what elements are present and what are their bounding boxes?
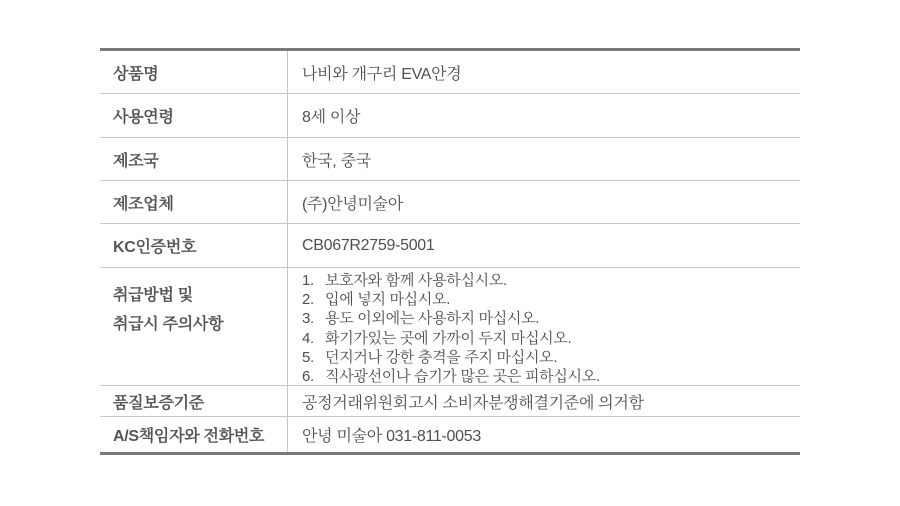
row-label-line-2: 취급시 주의사항 <box>113 316 224 333</box>
row-value: 8세 이상 <box>302 109 361 126</box>
row-label: KC인증번호 <box>100 224 288 267</box>
row-label: 제조국 <box>100 138 288 180</box>
row-value: (주)안녕미술아 <box>302 195 403 213</box>
row-label <box>100 268 288 385</box>
row-label: A/S책임자와 전화번호 <box>100 417 288 452</box>
list-item-number: 6. <box>302 368 314 386</box>
list-item-text: 던지거나 강한 충격을 주지 마십시오. <box>325 348 558 366</box>
list-item <box>302 290 450 309</box>
list-item-number: 5. <box>302 348 314 366</box>
row-value: 공정거래위원회고시 소비자분쟁해결기준에 의거함 <box>302 394 644 412</box>
table-row-country-of-origin <box>100 138 800 181</box>
table-row-warranty-standard <box>100 386 800 417</box>
list-item-text: 직사광선이나 습기가 많은 곳은 피하십시오. <box>325 368 600 386</box>
row-label: 상품명 <box>100 51 288 93</box>
list-item-text: 용도 이외에는 사용하지 마십시오. <box>325 310 540 328</box>
table-row-usage-age <box>100 94 800 138</box>
row-value: CB067R2759-5001 <box>302 236 435 254</box>
list-item <box>302 348 557 367</box>
list-item-text: 입에 넣지 마십시오. <box>325 291 451 309</box>
table-row-kc-certification <box>100 224 800 268</box>
table-row-as-contact <box>100 417 800 452</box>
list-item <box>302 309 539 328</box>
row-label: 제조업체 <box>100 181 288 223</box>
list-item-text: 보호자와 함께 사용하십시오. <box>325 272 507 289</box>
list-item-text: 화기가있는 곳에 가까이 두지 마십시오. <box>325 329 572 347</box>
row-label: 품질보증기준 <box>100 386 288 416</box>
table-row-handling-instructions <box>100 268 800 386</box>
table-row-product-name <box>100 51 800 94</box>
product-info-table <box>100 48 800 455</box>
row-value: 한국, 중국 <box>302 152 371 170</box>
list-item-number: 4. <box>302 329 314 347</box>
list-item-number: 2. <box>302 291 314 309</box>
list-item <box>302 367 600 386</box>
row-label: 사용연령 <box>100 94 288 137</box>
list-item <box>302 329 571 348</box>
row-value: 안녕 미술아 031-811-0053 <box>302 428 481 445</box>
list-item-number: 3. <box>302 310 314 328</box>
handling-instructions-list <box>288 268 800 385</box>
row-label-line-1: 취급방법 및 <box>113 287 193 304</box>
list-item <box>302 271 507 290</box>
table-row-manufacturer <box>100 181 800 224</box>
row-value: 나비와 개구리 EVA안경 <box>302 65 462 83</box>
list-item-number: 1. <box>302 272 314 289</box>
